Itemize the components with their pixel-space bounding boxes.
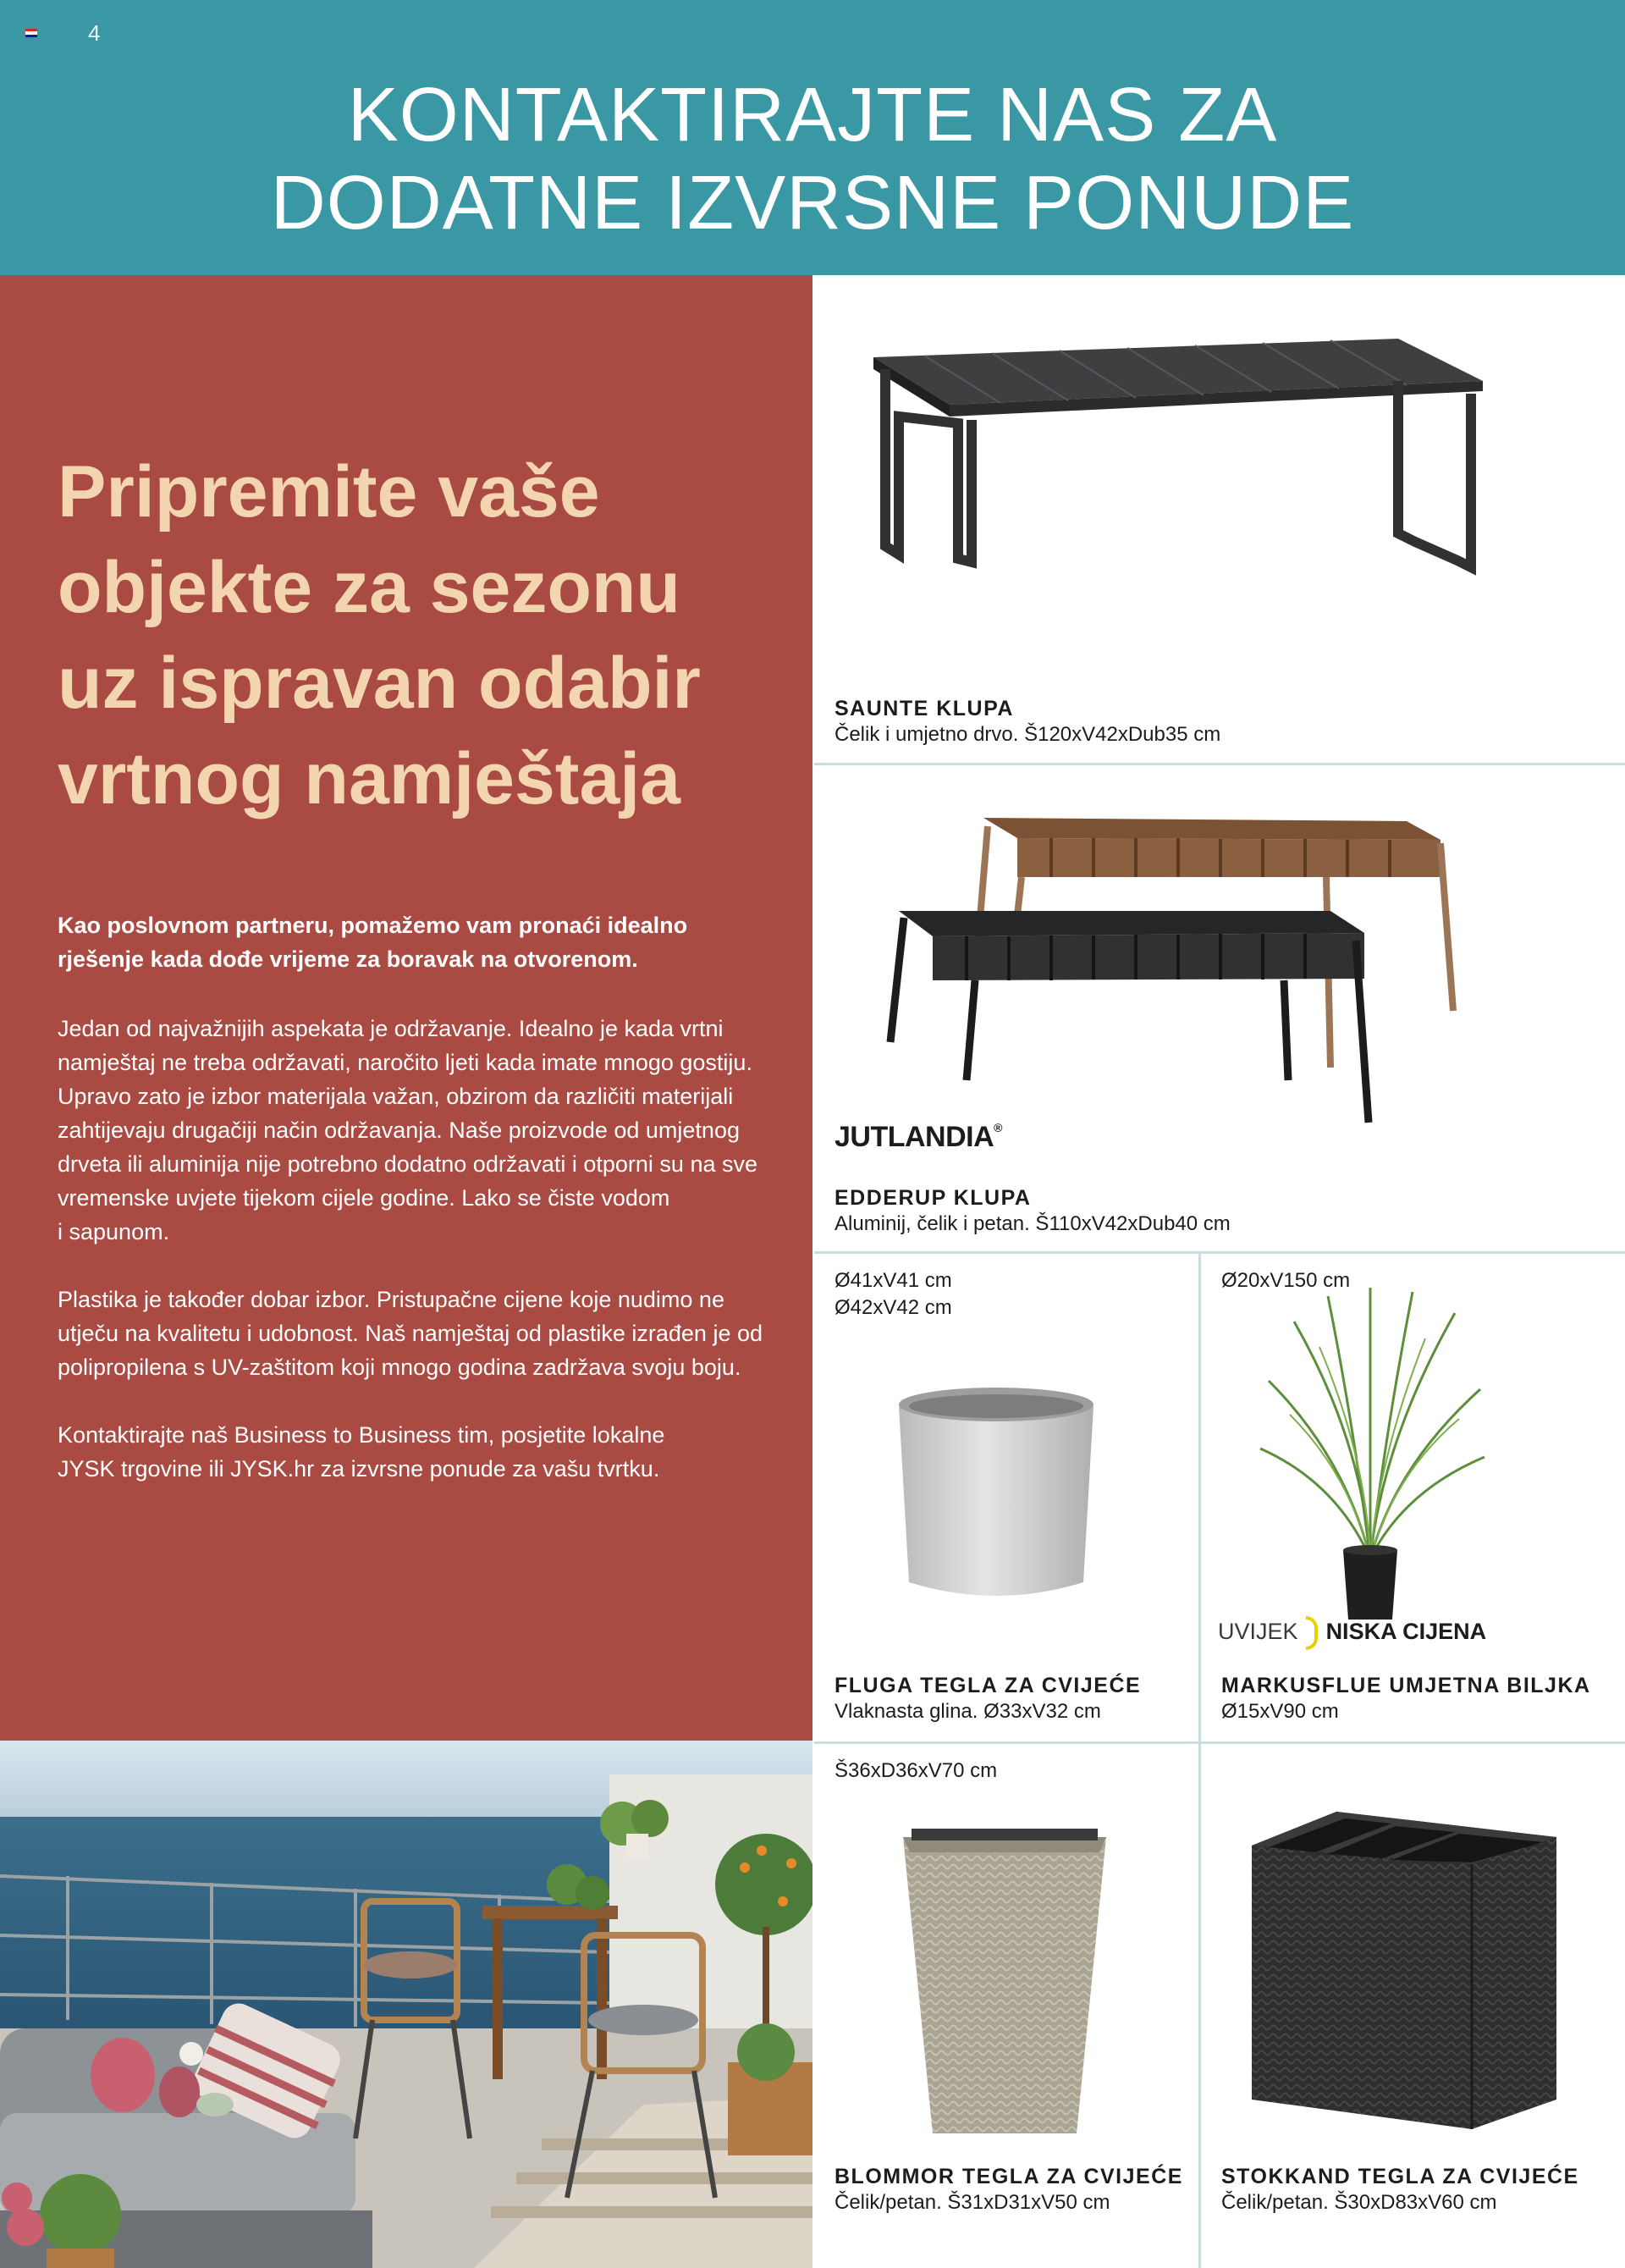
size-options: Š36xD36xV70 cm xyxy=(835,1759,998,1782)
size-options: Ø20xV150 cm xyxy=(1221,1269,1351,1292)
product-card-edderup[interactable] xyxy=(814,765,1625,1251)
product-name: BLOMMOR TEGLA ZA CVIJEĆE xyxy=(835,2165,1183,2188)
always-low-price-badge: UVIJEK NISKA CIJENA xyxy=(1218,1616,1486,1650)
blommor-pot-image xyxy=(903,1829,1115,2142)
product-description: Čelik i umjetno drvo. Š120xV42xDub35 cm xyxy=(835,723,1221,746)
product-description: Čelik/petan. Š31xD31xV50 cm xyxy=(835,2191,1110,2214)
product-name: FLUGA TEGLA ZA CVIJEĆE xyxy=(835,1674,1142,1697)
product-description: Ø15xV90 cm xyxy=(1221,1700,1339,1723)
stokkand-planter-image xyxy=(1235,1812,1573,2133)
product-card-stokkand[interactable] xyxy=(1201,1744,1625,2268)
page-header xyxy=(0,0,1625,275)
edderup-bench-image xyxy=(857,784,1534,1131)
intro-paragraph-contact: Kontaktirajte naš Business to Business tim, posjetite lokalne JYSK trgovine ili JYSK.hr za izvrsne ponude za vašu tvrtku. xyxy=(58,1422,665,1482)
saunte-bench-image xyxy=(873,339,1517,618)
intro-panel xyxy=(0,275,812,1741)
product-card-fluga[interactable] xyxy=(814,1254,1198,1741)
page-number: 4 xyxy=(88,20,101,46)
croatia-flag-icon xyxy=(25,29,37,37)
product-description: Čelik/petan. Š30xD83xV60 cm xyxy=(1221,2191,1497,2214)
product-card-markusflue[interactable] xyxy=(1201,1254,1625,1741)
product-card-blommor[interactable] xyxy=(814,1744,1198,2268)
product-card-saunte[interactable] xyxy=(814,275,1625,763)
balcony-lifestyle-photo xyxy=(0,1741,812,2268)
intro-headline: Pripremite vaše objekte za sezonu uz ispravan odabir vrtnog namještaja xyxy=(58,451,701,819)
product-name: EDDERUP KLUPA xyxy=(835,1186,1032,1210)
fluga-pot-image xyxy=(890,1381,1102,1609)
intro-paragraph-maintenance: Jedan od najvažnijih aspekata je održavanje. Idealno je kada vrtni namještaj ne treba održavati, naročito ljeti kada imate mnogo gostiju. Upravo zato je izbor materijala važan, obzirom da različiti materijali zahtijevaju drugačiji način održavanja. Naše proizvode od umjetnog drveta ili aluminija nije potrebno dodatno održavati i otporni su na sve vremenske uvjete tijekom cijele godine. Lako se čiste vodom i sapunom. xyxy=(58,1016,757,1244)
product-description: Vlaknasta glina. Ø33xV32 cm xyxy=(835,1700,1101,1723)
brand-logo: JUTLANDIA® xyxy=(835,1121,1002,1153)
markusflue-plant-image xyxy=(1243,1271,1497,1626)
intro-lead: Kao poslovnom partneru, pomažemo vam pronaći idealno rješenje kada dođe vrijeme za boravak na otvorenom. xyxy=(58,913,688,972)
intro-paragraph-plastic: Plastika je također dobar izbor. Pristupačne cijene koje nudimo ne utječu na kvalitetu i udobnost. Naš namještaj od plastike izrađen je od polipropilena s UV-zaštitom koji mnogo godina zadržava svoju boju. xyxy=(58,1287,763,1380)
product-name: SAUNTE KLUPA xyxy=(835,697,1014,720)
product-name: MARKUSFLUE UMJETNA BILJKA xyxy=(1221,1674,1591,1697)
size-options: Ø41xV41 cm Ø42xV42 cm xyxy=(835,1269,952,1319)
low-price-swoosh-icon xyxy=(1306,1616,1318,1650)
product-description: Aluminij, čelik i petan. Š110xV42xDub40 cm xyxy=(835,1212,1231,1235)
product-name: STOKKAND TEGLA ZA CVIJEĆE xyxy=(1221,2165,1579,2188)
page-title: KONTAKTIRAJTE NAS ZA DODATNE IZVRSNE PONUDE xyxy=(270,73,1355,246)
